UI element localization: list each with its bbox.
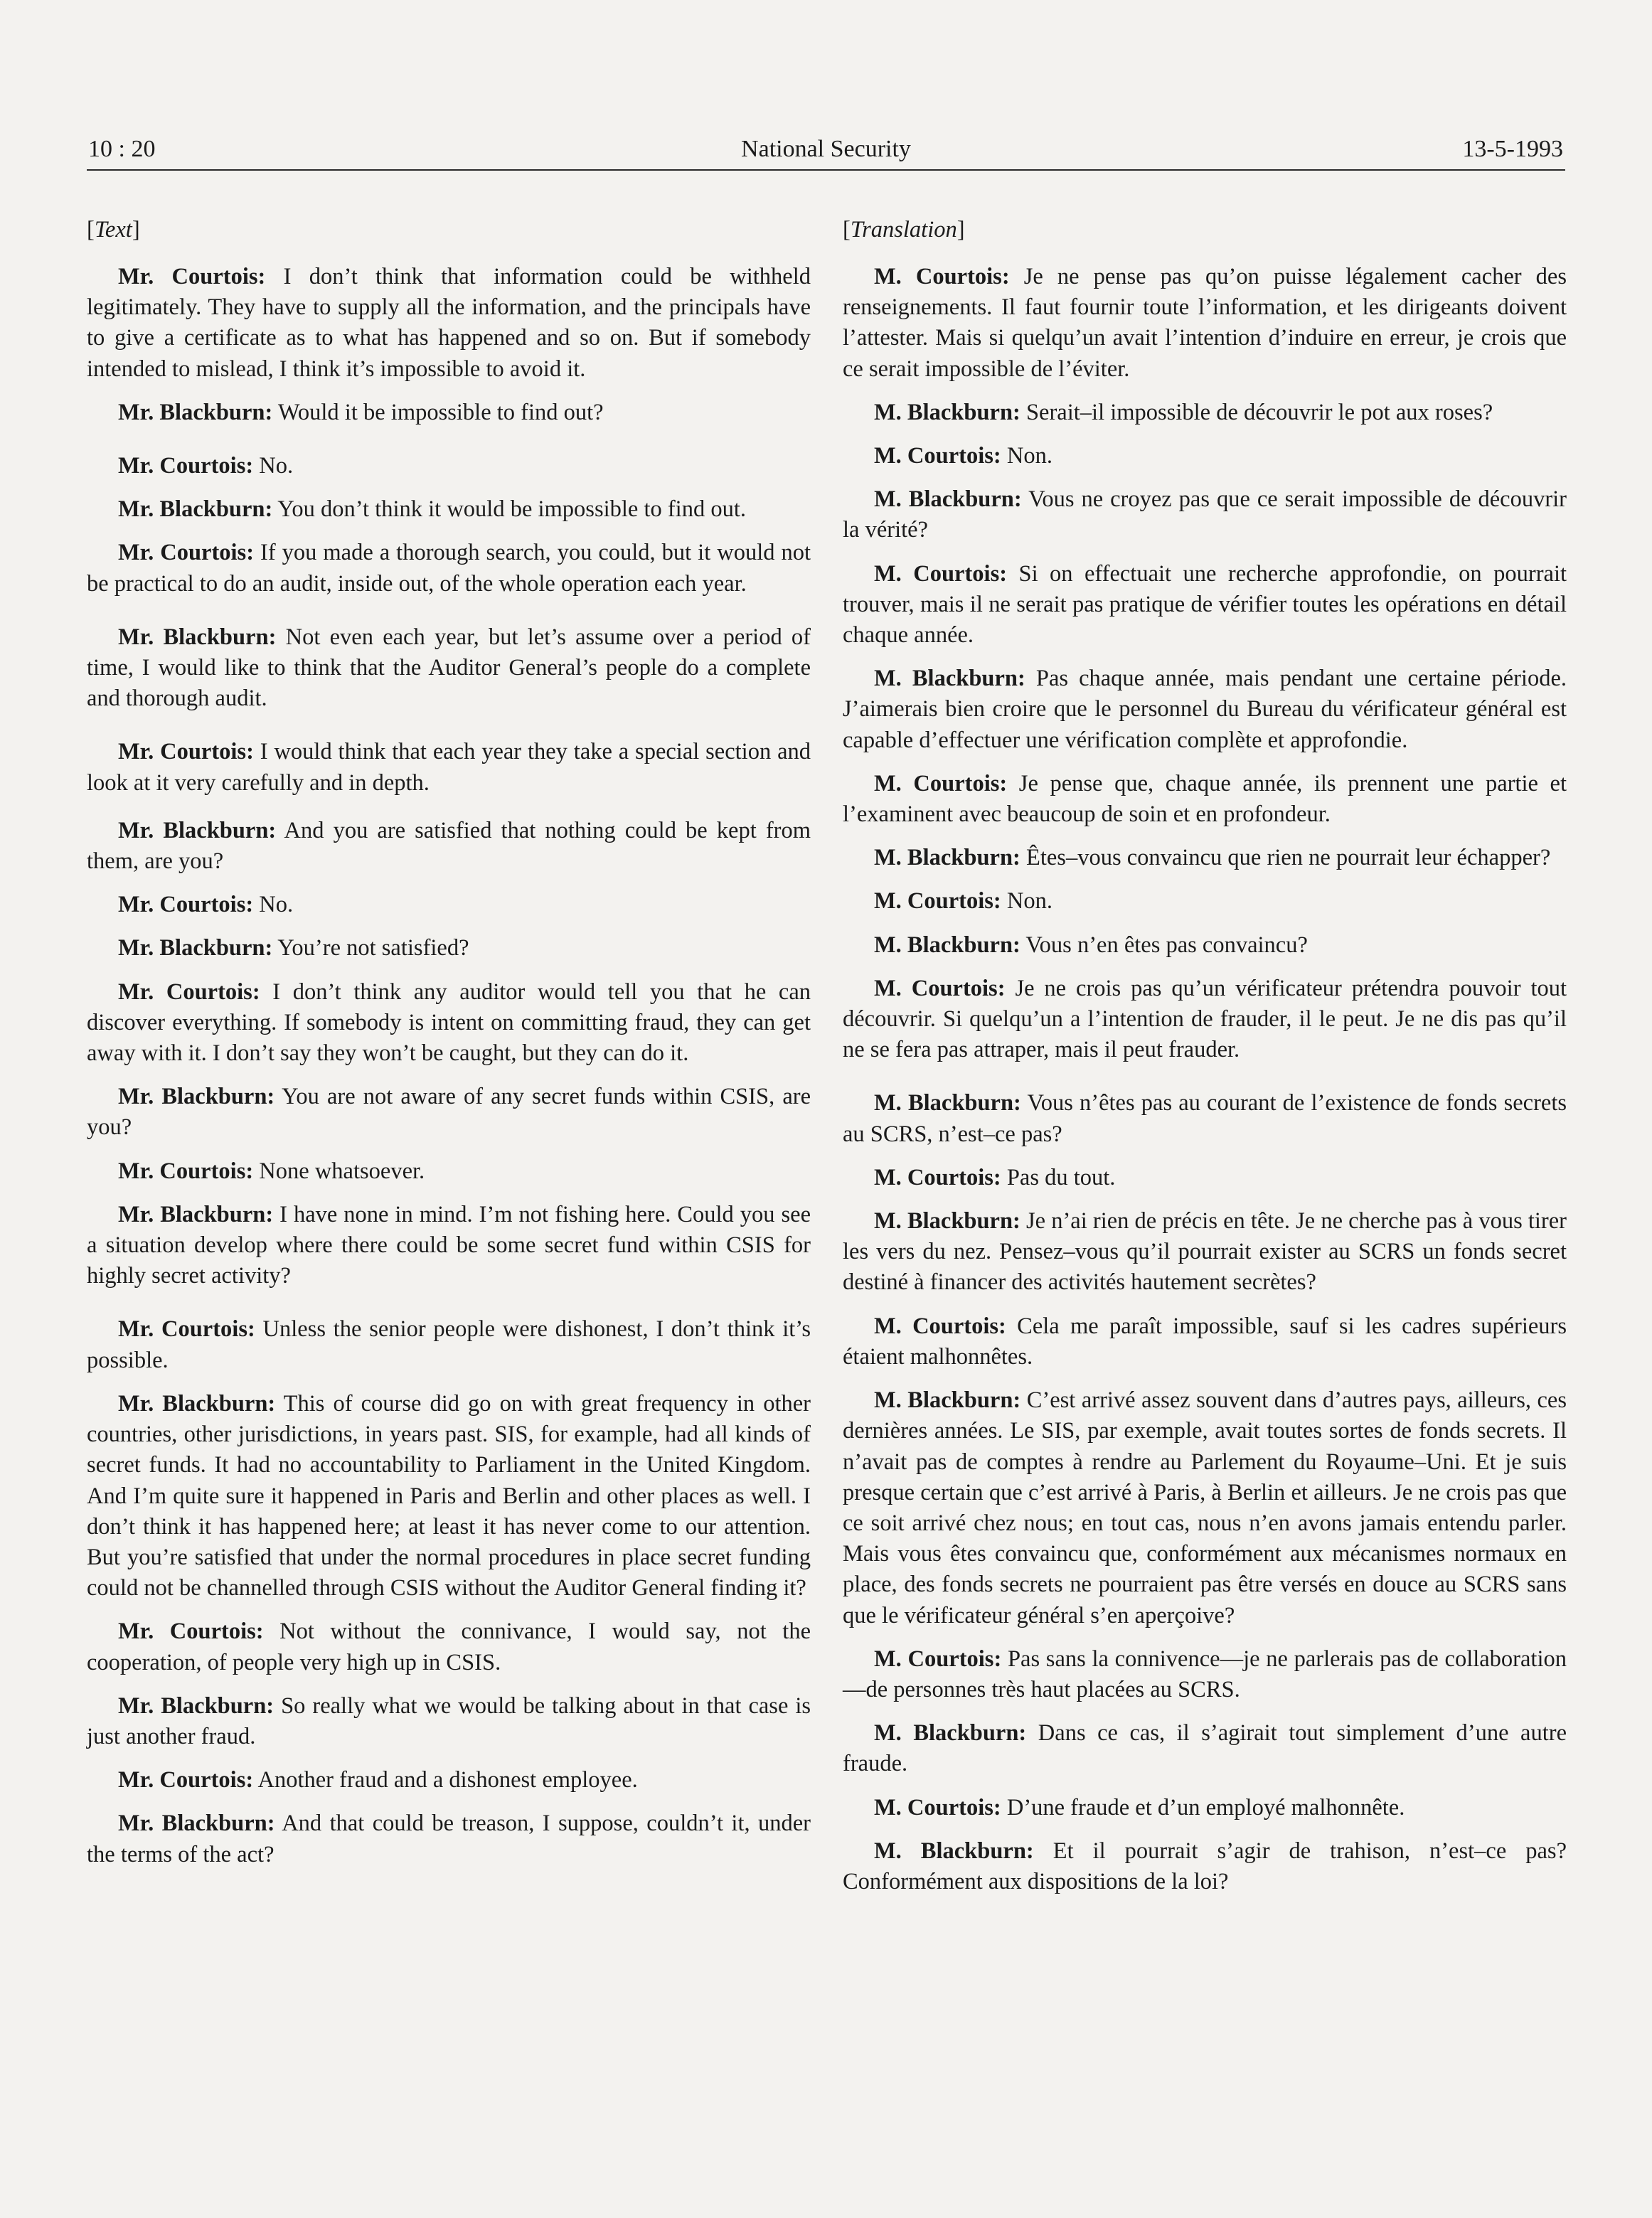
transcript-paragraph — [843, 1088, 1567, 1149]
speaker-label: M. Courtois: — [874, 264, 1010, 289]
speaker-label: Mr. Courtois: — [118, 453, 254, 479]
speech-text: Si on effectuait une recherche approfondie, on pourrait trouver, mais il ne serait pas pratique de vérifier toutes les opérations en détail chaque année. — [843, 560, 1567, 649]
speech-text: Not without the connivance, I would say, not the cooperation, of people very high up in CSIS. — [87, 1619, 811, 1675]
speaker-label: M. Blackburn: — [874, 1208, 1020, 1235]
speech-text: Vous n’en êtes pas convaincu? — [1020, 932, 1308, 958]
running-title: National Security — [741, 136, 911, 162]
speaker-label: Mr. Blackburn: — [118, 1084, 275, 1110]
speech-text: This of course did go on with great frequency in other countries, other jurisdictions, in years past. SIS, for example, had all kinds of secret funds. It had no accountability to Parliament in the United Kingdom. And I’m quite sure it happened in Paris and Berlin and other places as well. I don’t think it has happened here; at least it has never come to our attention. But you’re satisfied that under the normal procedures in place secret funding could not be channelled through CSIS without the Auditor General finding it? — [87, 1390, 811, 1601]
speaker-label: M. Courtois: — [874, 1164, 1001, 1190]
speech-text: None whatsoever. — [253, 1158, 425, 1184]
transcript-paragraph — [843, 769, 1567, 830]
english-column — [87, 215, 811, 1870]
speaker-label: M. Courtois: — [874, 1794, 1001, 1820]
speech-text: Je n’ai rien de précis en tête. Je ne cherche pas à vous tirer les vers du nez. Pensez–vous qu’il pourrait exister au SCRS un fonds secret destiné à financer des activités hautement secrètes? — [843, 1208, 1567, 1296]
speaker-label: M. Courtois: — [874, 560, 1008, 587]
transcript-paragraph — [843, 1793, 1567, 1823]
speech-text: So really what we would be talking about in that case is just another fraud. — [87, 1692, 811, 1749]
speaker-label: M. Blackburn: — [874, 486, 1022, 513]
speech-text: Non. — [1001, 443, 1053, 469]
column-heading: [Translation] — [843, 217, 965, 242]
speaker-label: Mr. Courtois: — [118, 1619, 264, 1645]
speaker-label: M. Courtois: — [874, 443, 1001, 469]
speech-text: You are not aware of any secret funds within CSIS, are you? — [87, 1084, 811, 1141]
speaker-label: M. Blackburn: — [874, 1838, 1034, 1864]
transcript-paragraph — [843, 262, 1567, 385]
speaker-label: Mr. Blackburn: — [118, 1811, 275, 1837]
speech-text: Vous ne croyez pas que ce serait impossible de découvrir la vérité? — [843, 486, 1567, 543]
header-rule — [87, 169, 1565, 171]
transcript-paragraph — [87, 890, 811, 920]
column-heading: [Text] — [87, 217, 140, 242]
speech-text: D’une fraude et d’un employé malhonnête. — [1001, 1794, 1405, 1820]
speech-text: Would it be impossible to find out? — [272, 399, 604, 425]
transcript-paragraph — [87, 1808, 811, 1870]
speech-text: Je pense que, chaque année, ils prennent une partie et l’examinent avec beaucoup de soin et en profondeur. — [843, 770, 1567, 828]
speaker-label: Mr. Courtois: — [118, 1158, 254, 1184]
speech-text: No. — [253, 892, 294, 918]
transcript-paragraph — [87, 1082, 811, 1143]
transcript-paragraph — [843, 930, 1567, 961]
transcript-paragraph — [87, 977, 811, 1070]
transcript-paragraph — [843, 559, 1567, 651]
speaker-label: Mr. Blackburn: — [118, 817, 277, 843]
speech-text: Je ne pense pas qu’on puisse légalement cacher des renseignements. Il faut fournir toute l’information, et les dirigeants doivent l’attester. Mais si quelqu’un avait l’intention d’induire en erreur, je crois que ce serait impossible de l’éviter. — [843, 264, 1567, 382]
speaker-label: M. Courtois: — [874, 770, 1008, 796]
speaker-label: Mr. Blackburn: — [118, 935, 273, 961]
transcript-paragraph — [87, 1691, 811, 1752]
speech-text: No. — [253, 453, 294, 479]
transcript-paragraph — [843, 1163, 1567, 1193]
transcript-paragraph — [843, 1311, 1567, 1372]
speaker-label: Mr. Blackburn: — [118, 1692, 275, 1719]
speech-text: Dans ce cas, il s’agirait tout simplement d’une autre fraude. — [843, 1720, 1567, 1777]
transcript-paragraph — [87, 1156, 811, 1187]
speaker-label: Mr. Courtois: — [118, 892, 254, 918]
speech-text: You’re not satisfied? — [272, 935, 469, 961]
transcript-paragraph — [87, 494, 811, 525]
paragraph-list — [843, 262, 1567, 1897]
speaker-label: M. Courtois: — [874, 888, 1001, 915]
speaker-label: M. Blackburn: — [874, 1090, 1021, 1116]
speech-text: Unless the senior people were dishonest, I don’t think it’s possible. — [87, 1316, 811, 1373]
speaker-label: M. Courtois: — [874, 1313, 1006, 1339]
transcript-paragraph — [843, 1718, 1567, 1779]
speech-text: I have none in mind. I’m not fishing here. Could you see a situation develop where there could be some secret fund within CSIS for highly secret activity? — [87, 1201, 811, 1289]
speech-text: Not even each year, but let’s assume over a period of time, I would like to think that the Auditor General’s people do a complete and thorough audit. — [87, 624, 811, 712]
speech-text: Pas chaque année, mais pendant une certaine période. J’aimerais bien croire que le personnel du Bureau du vérificateur général est capable d’effectuer une vérification complète et approfondie. — [843, 666, 1567, 753]
transcript-paragraph — [843, 1206, 1567, 1299]
transcript-paragraph — [843, 843, 1567, 873]
speaker-label: M. Blackburn: — [874, 845, 1020, 871]
transcript-paragraph — [843, 1836, 1567, 1897]
speaker-label: M. Blackburn: — [874, 1387, 1021, 1414]
speech-text: If you made a thorough search, you could, but it would not be practical to do an audit, inside out, of the whole operation each year. — [87, 540, 811, 597]
transcript-paragraph — [87, 1765, 811, 1796]
speech-text: Vous n’êtes pas au courant de l’existence de fonds secrets au SCRS, n’est–ce pas? — [843, 1090, 1567, 1147]
speaker-label: M. Blackburn: — [874, 666, 1025, 692]
speech-text: Serait–il impossible de découvrir le pot aux roses? — [1020, 399, 1493, 425]
speech-text: Et il pourrait s’agir de trahison, n’est–ce pas? Conformément aux dispositions de la loi? — [843, 1838, 1567, 1894]
transcript-paragraph — [87, 1200, 811, 1292]
speaker-label: M. Blackburn: — [874, 932, 1020, 958]
french-column — [843, 215, 1567, 1897]
paragraph-list — [87, 262, 811, 1870]
transcript-paragraph — [843, 663, 1567, 756]
speech-text: C’est arrivé assez souvent dans d’autres pays, ailleurs, ces dernières années. Le SIS, par exemple, avait toutes sortes de fonds secrets. Il n’avait pas de comptes à rendre au Parlement du Royaume–Uni. Et je suis presque certain que c’est arrivé à Paris, à Berlin et ailleurs. Je ne crois pas que ce soit arrivé chez nous; en tout cas, nous n’en avons jamais entendu parler. Mais vous êtes convaincu que, conformément aux mécanismes normaux en place, des fonds secrets ne pourraient pas être versés en douce au SCRS sans que le vérificateur général s’en aperçoive? — [843, 1387, 1567, 1628]
column-heading-label: Translation — [850, 217, 957, 242]
speaker-label: Mr. Courtois: — [118, 540, 255, 566]
speaker-label: Mr. Courtois: — [118, 1767, 254, 1793]
speaker-label: Mr. Blackburn: — [118, 1390, 276, 1417]
speaker-label: Mr. Blackburn: — [118, 624, 277, 650]
transcript-paragraph — [843, 1385, 1567, 1631]
speech-text: Je ne crois pas qu’un vérificateur prétendra pouvoir tout découvrir. Si quelqu’un a l’intention de frauder, il le peut. Je ne dis pas qu’il ne se fera pas attraper, mais il peut frauder. — [843, 975, 1567, 1063]
speaker-label: M. Courtois: — [874, 1646, 1002, 1672]
transcript-paragraph — [87, 1616, 811, 1678]
speaker-label: Mr. Blackburn: — [118, 1201, 274, 1227]
transcript-paragraph — [87, 538, 811, 599]
speaker-label: Mr. Blackburn: — [118, 399, 273, 425]
speech-text: Pas sans la connivence—je ne parlerais pas de collaboration—de personnes très haut placées au SCRS. — [843, 1646, 1567, 1702]
transcript-paragraph — [843, 441, 1567, 471]
speech-text: Another fraud and a dishonest employee. — [253, 1767, 638, 1793]
speaker-label: Mr. Courtois: — [118, 264, 266, 289]
transcript-paragraph — [843, 398, 1567, 428]
transcript-paragraph — [843, 974, 1567, 1066]
transcript-paragraph — [87, 1314, 811, 1375]
speech-text: I would think that each year they take a special section and look at it very carefully and in depth. — [87, 739, 811, 796]
page-date: 13-5-1993 — [1462, 136, 1563, 162]
speaker-label: M. Blackburn: — [874, 1720, 1027, 1747]
speaker-label: M. Courtois: — [874, 975, 1006, 1001]
transcript-paragraph — [87, 933, 811, 964]
speech-text: And that could be treason, I suppose, couldn’t it, under the terms of the act? — [87, 1811, 811, 1867]
transcript-paragraph — [87, 737, 811, 798]
speaker-label: Mr. Courtois: — [118, 1316, 255, 1343]
transcript-paragraph — [87, 262, 811, 385]
transcript-paragraph — [87, 816, 811, 877]
speaker-label: M. Blackburn: — [874, 399, 1020, 425]
speech-text: I don’t think that information could be withheld legitimately. They have to supply all the information, and the principals have to give a certificate as to what has happened and so on. But if somebody intended to mislead, I think it’s impossible to avoid it. — [87, 264, 811, 382]
speech-text: And you are satisfied that nothing could be kept from them, are you? — [87, 817, 811, 875]
page-number: 10 : 20 — [88, 136, 156, 162]
speech-text: Non. — [1001, 888, 1053, 915]
speech-text: Pas du tout. — [1001, 1164, 1116, 1190]
speaker-label: Mr. Courtois: — [118, 979, 260, 1005]
column-heading-label: Text — [94, 217, 132, 242]
speech-text: Cela me paraît impossible, sauf si les cadres supérieurs étaient malhonnêtes. — [843, 1313, 1567, 1370]
speech-text: I don’t think any auditor would tell you that he can discover everything. If somebody is intent on committing fraud, they can get away with it. I don’t say they won’t be caught, but they can do it. — [87, 979, 811, 1067]
transcript-paragraph — [843, 484, 1567, 545]
speech-text: You don’t think it would be impossible to find out. — [272, 496, 746, 523]
speaker-label: Mr. Blackburn: — [118, 496, 273, 523]
transcript-paragraph — [87, 622, 811, 715]
speaker-label: Mr. Courtois: — [118, 739, 254, 765]
transcript-paragraph — [87, 451, 811, 481]
speech-text: Êtes–vous convaincu que rien ne pourrait leur échapper? — [1020, 845, 1551, 871]
transcript-paragraph — [87, 398, 811, 428]
transcript-paragraph — [87, 1389, 811, 1604]
transcript-paragraph — [843, 1644, 1567, 1705]
transcript-paragraph — [843, 886, 1567, 917]
